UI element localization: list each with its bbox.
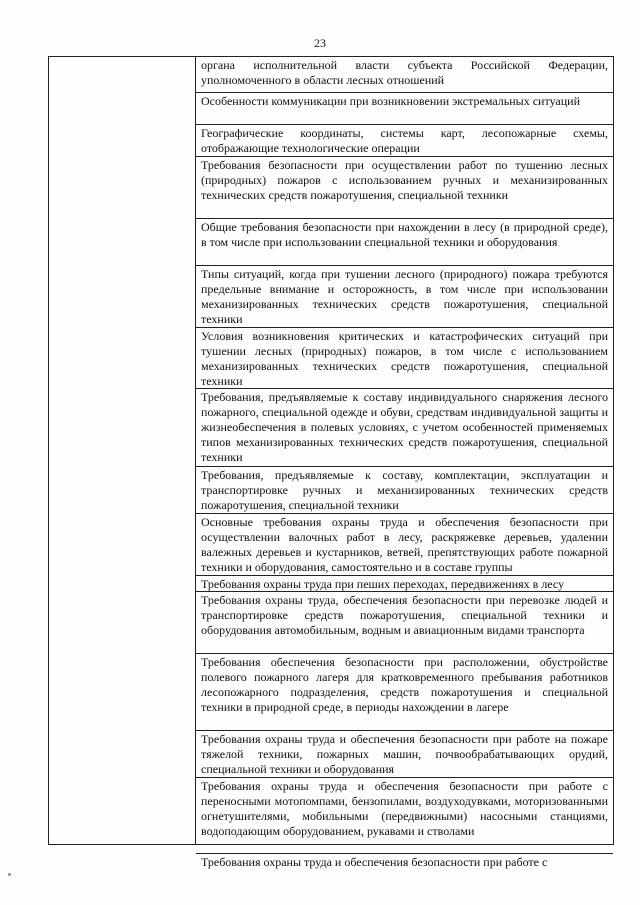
requirements-table — [48, 56, 614, 869]
table-row: Особенности коммуникации при возникновении экстремальных ситуаций — [196, 93, 613, 125]
requirements-column — [196, 57, 613, 869]
table-row: Требования охраны труда и обеспечения безопасности при работе с переносными мотопомпами, бензопилами, воздуходувками, моторизованными огнетушителями, мобильными (передвижными) насосными станциями, водоподающим оборудованием, рукавами и стволами — [196, 778, 613, 854]
table-row: Требования охраны труда при пеших переходах, передвижениях в лесу — [196, 576, 613, 592]
table-row: Требования охраны труда и обеспечения безопасности при работе с — [201, 855, 548, 869]
table-row: Общие требования безопасности при нахождении в лесу (в природной среде), в том числе при использовании специальной техники и оборудования — [196, 219, 613, 266]
page-number: 23 — [314, 36, 326, 50]
empty-left-column — [49, 57, 196, 844]
table-row: Требования, предъявляемые к составу, комплектации, эксплуатации и транспортировке ручных и механизированных технических средств пожаротушения, специальной техники — [196, 467, 613, 514]
table-row: органа исполнительной власти субъекта Российской Федерации, уполномоченного в области лесных отношений — [196, 57, 613, 93]
table-row: Географические координаты, системы карт, лесопожарные схемы, отображающие технологические операции — [196, 125, 613, 157]
table-row: Требования охраны труда и обеспечения безопасности при работе на пожаре тяжелой техники, пожарных машин, почвообрабатывающих орудий, специальной техники и оборудования — [196, 731, 613, 778]
table-row: Требования обеспечения безопасности при расположении, обустройстве полевого пожарного лагеря для кратковременного пребывания работников лесопожарного подразделения, средств пожаротушения и специальной техники в природной среде, в периоды нахождении в лагере — [196, 654, 613, 731]
table-row: Требования безопасности при осуществлении работ по тушению лесных (природных) пожаров с использованием ручных и механизированных технических средств пожаротушения, специальной техники — [196, 157, 613, 219]
table-row: Требования охраны труда, обеспечения безопасности при перевозке людей и транспортировке средств пожаротушения, специальной техники и оборудования автомобильным, водным и авиационным видами транспорта — [196, 592, 613, 654]
table-row: Условия возникновения критических и катастрофических ситуаций при тушении лесных (природных) пожаров, в том числе с использованием механизированных технических средств пожаротушения, специальной техники — [196, 328, 613, 389]
table-row: Типы ситуаций, когда при тушении лесного (природного) пожара требуются предельные внимание и осторожность, в том числе при использовании механизированных технических средств пожаротушения, специальной техники — [196, 266, 613, 328]
table-row: Требования, предъявляемые к составу индивидуального снаряжения лесного пожарного, специальной одежде и обуви, средствам индивидуальной защиты и жизнеобеспечения в полевых условиях, с учетом особенностей применяемых типов механизированных технических средств пожаротушения, специальной техники — [196, 389, 613, 467]
scan-dot — [8, 873, 11, 876]
table-row: Основные требования охраны труда и обеспечения безопасности при осуществлении валочных работ в лесу, раскряжевке деревьев, удалении валежных деревьев и кустарников, ветвей, препятствующих работе пожарной техники и оборудования, самостоятельно и в составе группы — [196, 514, 613, 576]
